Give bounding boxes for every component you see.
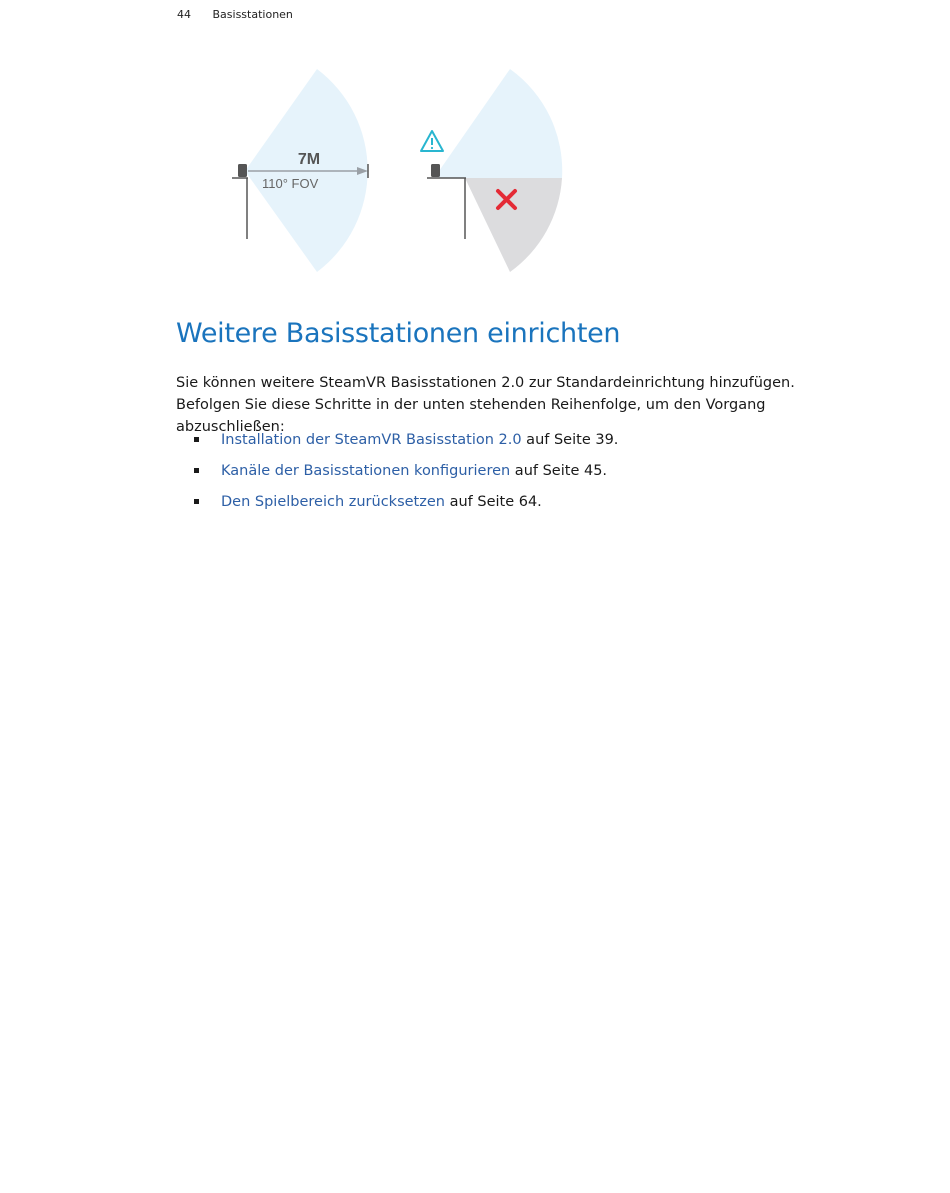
list-item	[176, 491, 618, 522]
base-station-icon	[431, 164, 440, 177]
intro-paragraph: Sie können weitere SteamVR Basisstationen 2.0 zur Standardeinrichtung hinzufügen. Befolgen Sie diese Schritte in der unten stehenden Reihenfolge, um den Vorgang abzuschließen:	[176, 375, 795, 435]
step-link-channels[interactable]: Kanäle der Basisstationen konfigurieren	[221, 463, 511, 479]
page-number: 44	[177, 8, 191, 21]
page-reference: auf Seite 64.	[444, 494, 542, 510]
page-reference: auf Seite 45.	[510, 463, 608, 479]
base-station-icon	[238, 164, 247, 177]
fov-label: 110° FOV	[262, 176, 319, 191]
bullet-icon	[194, 468, 199, 473]
step-link-installation[interactable]: Installation der SteamVR Basisstation 2.0	[221, 432, 522, 448]
list-item	[176, 429, 618, 460]
section-title: Weitere Basisstationen einrichten	[176, 318, 621, 349]
correct-placement-diagram	[232, 69, 368, 272]
page-header	[177, 8, 293, 21]
chapter-title: Basisstationen	[212, 8, 293, 21]
step-link-reset-play-area[interactable]: Den Spielbereich zurücksetzen	[221, 494, 445, 510]
list-item	[176, 460, 618, 491]
coverage-upper	[439, 69, 562, 178]
bullet-icon	[194, 499, 199, 504]
distance-label: 7M	[297, 151, 321, 168]
warning-icon	[421, 131, 443, 151]
steps-list	[176, 429, 618, 522]
bullet-icon	[194, 437, 199, 442]
incorrect-placement-diagram	[421, 69, 562, 272]
base-station-placement-illustration	[225, 60, 585, 280]
page-reference: auf Seite 39.	[521, 432, 619, 448]
